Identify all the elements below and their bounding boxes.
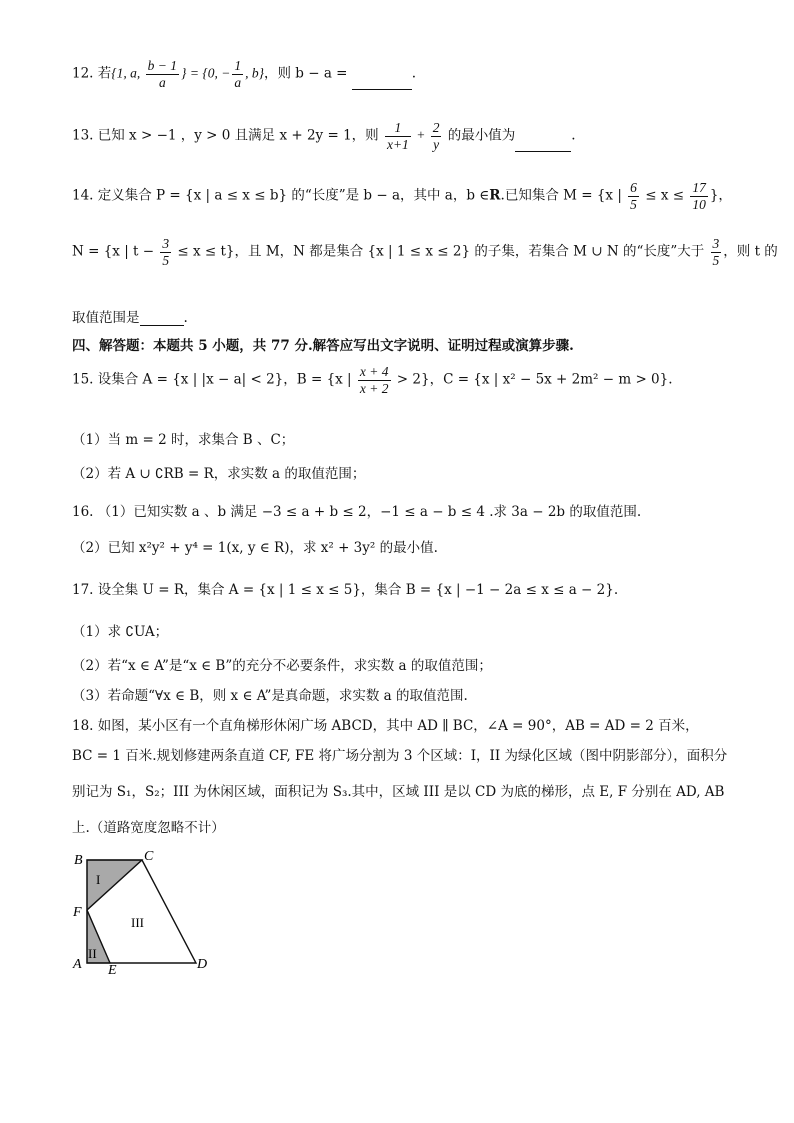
- question-18-line2: BC = 1 百米.规划修建两条直道 CF, FE 将广场分割为 3 个区域：I，II 为绿化区域（图中阴影部分），面积分: [72, 748, 728, 764]
- q12-post: ，则 b − a =: [264, 65, 352, 82]
- q14-R: R: [489, 187, 501, 204]
- label-e: E: [108, 963, 117, 976]
- label-region-ii: II: [88, 946, 97, 961]
- question-17-part2: （2）若“x ∈ A”是“x ∈ B”的充分不必要条件，求实数 a 的取值范围；: [72, 658, 492, 674]
- frac-den: 5: [712, 252, 720, 268]
- question-17-stem: 17. 设全集 U = R，集合 A = {x | 1 ≤ x ≤ 5}，集合 B = {x | −1 − 2a ≤ x ≤ a − 2}.: [72, 582, 619, 598]
- label-region-i: I: [96, 872, 101, 887]
- section-heading: 四、解答题：本题共 5 小题，共 77 分.解答应写出文字说明、证明过程或演算步骤.: [72, 338, 574, 354]
- answer-blank[interactable]: [352, 89, 412, 90]
- q14-text: ≤ x ≤: [640, 187, 689, 204]
- q13-frac1: [385, 120, 411, 152]
- frac-num: 17: [692, 180, 706, 195]
- q14-text: }，: [709, 187, 732, 204]
- frac-den: y: [433, 136, 440, 152]
- q14-text: ≤ x ≤ t}，且 M，N 都是集合 {x | 1 ≤ x ≤ 2} 的子集，若集合 M ∪ N 的“长度”大于: [173, 243, 709, 260]
- q12-pre: 若: [97, 65, 112, 82]
- frac-num: 2: [432, 120, 440, 135]
- q14-len-frac: [711, 236, 722, 268]
- q12-set1-end: }: [181, 65, 187, 81]
- frac-den: a: [234, 74, 242, 90]
- question-18-line3: 别记为 S₁，S₂；III 为休闲区域，面积记为 S₃.其中，区域 III 是以 CD 为底的梯形，点 E, F 分别在 AD, AB: [72, 784, 725, 800]
- frac-den: a: [158, 74, 166, 90]
- question-number: 13.: [72, 127, 98, 144]
- q15-b-frac: [358, 364, 391, 396]
- label-c: C: [144, 849, 154, 864]
- q13-plus: +: [412, 127, 429, 143]
- q14-m-frac2: [690, 180, 708, 212]
- label-region-iii: III: [131, 915, 144, 930]
- q15-text: > 2}，C = {x | x² − 5x + 2m² − m > 0}.: [392, 371, 673, 388]
- q14-text: .: [183, 310, 188, 326]
- question-17-part3: （3）若命题“∀x ∈ B，则 x ∈ A”是真命题，求实数 a 的取值范围.: [72, 688, 468, 704]
- question-13: [72, 120, 576, 152]
- label-b: B: [74, 853, 83, 868]
- frac-num: 1: [234, 58, 242, 73]
- question-14-line2: [72, 236, 778, 268]
- answer-blank[interactable]: [140, 325, 184, 326]
- question-15-part2: （2）若 A ∪ ∁RB = R，求实数 a 的取值范围；: [72, 466, 366, 482]
- question-16-part1: 16. （1）已知实数 a 、b 满足 −3 ≤ a + b ≤ 2，−1 ≤ a − b ≤ 4 .求 3a − 2b 的取值范围.: [72, 504, 642, 520]
- question-number: 12.: [72, 65, 98, 82]
- q14-text: .已知集合 M = {x |: [500, 187, 627, 204]
- question-14-line1: [72, 180, 732, 212]
- question-18-line4: 上.（道路宽度忽略不计）: [72, 820, 225, 836]
- frac-den: 5: [630, 196, 637, 212]
- frac-den: 10: [692, 196, 706, 212]
- q12-set2: {0, −: [202, 65, 231, 81]
- q13-frac2: [431, 120, 442, 152]
- q14-n-frac: [160, 236, 171, 268]
- q12-frac2: [232, 58, 243, 90]
- frac-den: x + 2: [359, 380, 389, 396]
- question-number: 14.: [72, 187, 98, 204]
- q14-text: 取值范围是: [72, 310, 140, 326]
- label-a: A: [73, 957, 82, 972]
- q12-set1: {1, a,: [111, 65, 144, 81]
- q12-dot: .: [411, 65, 417, 82]
- q15-text: 15. 设集合 A = {x | |x − a| < 2}，B = {x |: [72, 371, 356, 388]
- q14-m-frac1: [628, 180, 639, 212]
- q12-frac1: [146, 58, 179, 90]
- question-16-part2: （2）已知 x²y² + y⁴ = 1(x, y ∈ R)，求 x² + 3y² 的最小值.: [72, 540, 438, 556]
- q13-post: 的最小值为: [443, 127, 516, 144]
- frac-num: x + 4: [359, 364, 389, 379]
- question-18-line1: 18. 如图，某小区有一个直角梯形休闲广场 ABCD，其中 AD ∥ BC，∠A = 90°，AB = AD = 2 百米，: [72, 718, 699, 734]
- question-17-part1: （1）求 ∁UA；: [72, 624, 169, 640]
- frac-den: 5: [162, 252, 170, 268]
- q12-eq: =: [186, 65, 203, 81]
- q13-pre: 已知 x > −1 ，y > 0 且满足 x + 2y = 1，则: [97, 127, 383, 144]
- q13-end: .: [571, 127, 576, 144]
- frac-den: x+1: [386, 136, 409, 152]
- question-12: [72, 58, 416, 90]
- answer-blank[interactable]: [515, 151, 571, 152]
- frac-num: b − 1: [147, 58, 178, 73]
- q14-text: N = {x | t −: [72, 243, 159, 260]
- label-f: F: [73, 905, 82, 920]
- q14-text: 定义集合 P = {x | a ≤ x ≤ b} 的“长度”是 b − a，其中 a，b ∈: [97, 187, 490, 204]
- question-15-part1: （1）当 m = 2 时，求集合 B 、C；: [72, 432, 295, 448]
- question-14-line3: [72, 310, 188, 326]
- q14-text: ，则 t 的: [723, 243, 778, 260]
- question-15-stem: [72, 364, 673, 396]
- q12-set2-end: , b}: [245, 65, 264, 81]
- frac-num: 3: [162, 236, 170, 251]
- label-d: D: [197, 957, 208, 972]
- frac-num: 3: [712, 236, 720, 251]
- frac-num: 6: [630, 180, 637, 195]
- trapezoid-figure: [70, 846, 220, 976]
- frac-num: 1: [385, 120, 411, 137]
